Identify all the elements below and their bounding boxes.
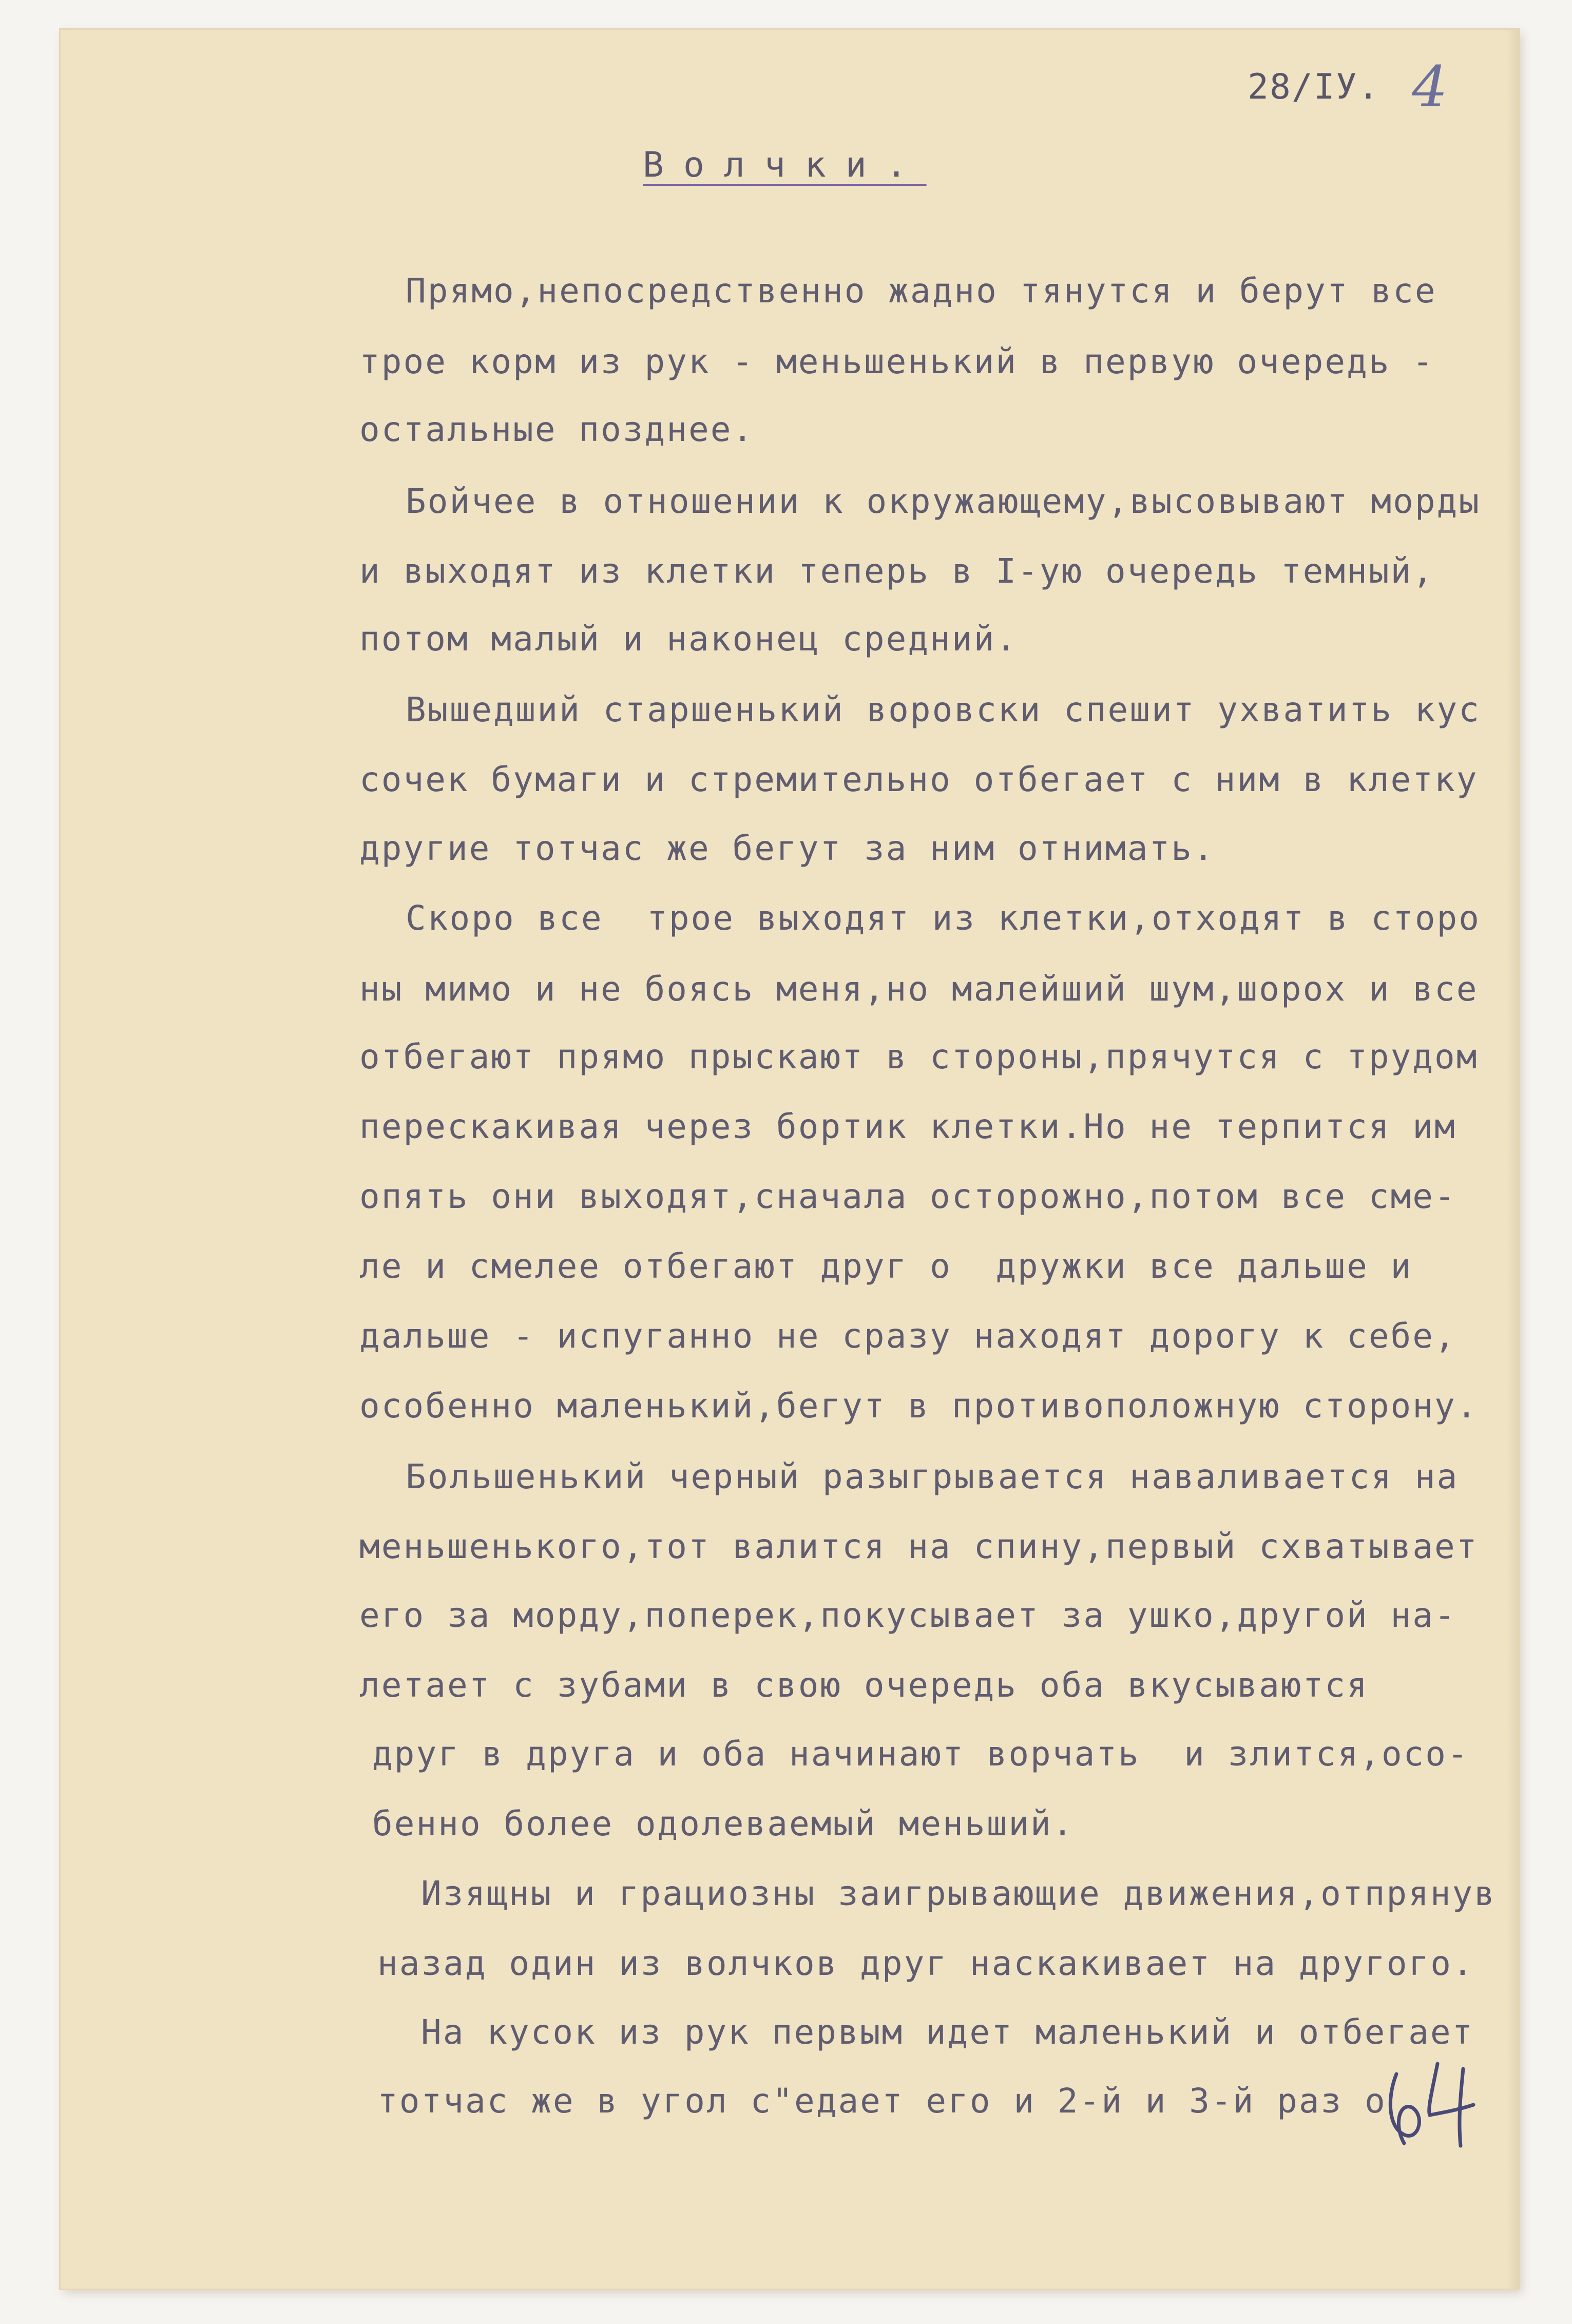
handwritten-page-number: 4 (1412, 54, 1448, 120)
text-line: остальные позднее. (359, 410, 755, 449)
text-line: сочек бумаги и стремительно отбегает с ним в клетку (359, 760, 1479, 799)
text-line: опять они выходят,сначала осторожно,потом все сме- (359, 1177, 1456, 1216)
text-line: летает с зубами в свою очередь оба вкусываются (359, 1665, 1369, 1705)
handwritten-signature (1376, 2053, 1484, 2151)
text-line: меньшенького,тот валится на спину,первый схватывает (359, 1527, 1479, 1566)
text-line: назад один из волчков друг наскакивает на другого. (377, 1944, 1474, 1983)
text-line: друг в друга и оба начинают ворчать и злится,осо- (372, 1734, 1469, 1774)
text-line: На кусок из рук первым идет маленький и отбегает (421, 2012, 1474, 2052)
text-line: Прямо,непосредственно жадно тянутся и берут все (406, 271, 1437, 311)
page-number: 28/IУ. (1248, 67, 1380, 107)
text-line: ле и смелее отбегают друг о дружки все дальше и (359, 1246, 1413, 1286)
text-line: Бойчее в отношении к окружающему,высовывают морды (406, 482, 1481, 521)
text-line: тотчас же в угол с"едает его и 2-й и 3-й раз о (377, 2081, 1387, 2121)
document-title: Волчки. (643, 145, 927, 185)
text-line: Большенький черный разыгрывается наваливается на (406, 1457, 1459, 1496)
text-line: перескакивая через бортик клетки.Но не терпится им (359, 1107, 1456, 1146)
text-line: ны мимо и не боясь меня,но малейший шум,шорох и все (359, 969, 1479, 1009)
text-line: особенно маленький,бегут в противоположную сторону. (359, 1386, 1479, 1426)
text-line: другие тотчас же бегут за ним отнимать. (359, 829, 1215, 868)
text-line: отбегают прямо прыскают в стороны,прячутся с трудом (359, 1037, 1479, 1077)
text-line: бенно более одолеваемый меньший. (372, 1804, 1075, 1843)
text-line: его за морду,поперек,покусывает за ушко,другой на- (359, 1596, 1456, 1635)
text-line: Вышедший старшенький воровски спешит ухватить кус (406, 690, 1481, 729)
text-line: Изящны и грациозны заигрывающие движения,отпрянув (421, 1874, 1497, 1913)
text-line: трое корм из рук - меньшенький в первую очередь - (359, 342, 1435, 381)
text-line: потом малый и наконец средний. (359, 619, 1018, 659)
text-line: и выходят из клетки теперь в I-ую очередь темный, (359, 551, 1435, 591)
text-line: дальше - испуганно не сразу находят дорогу к себе, (359, 1316, 1456, 1356)
text-line: Скоро все трое выходят из клетки,отходят в сторо (406, 898, 1481, 938)
